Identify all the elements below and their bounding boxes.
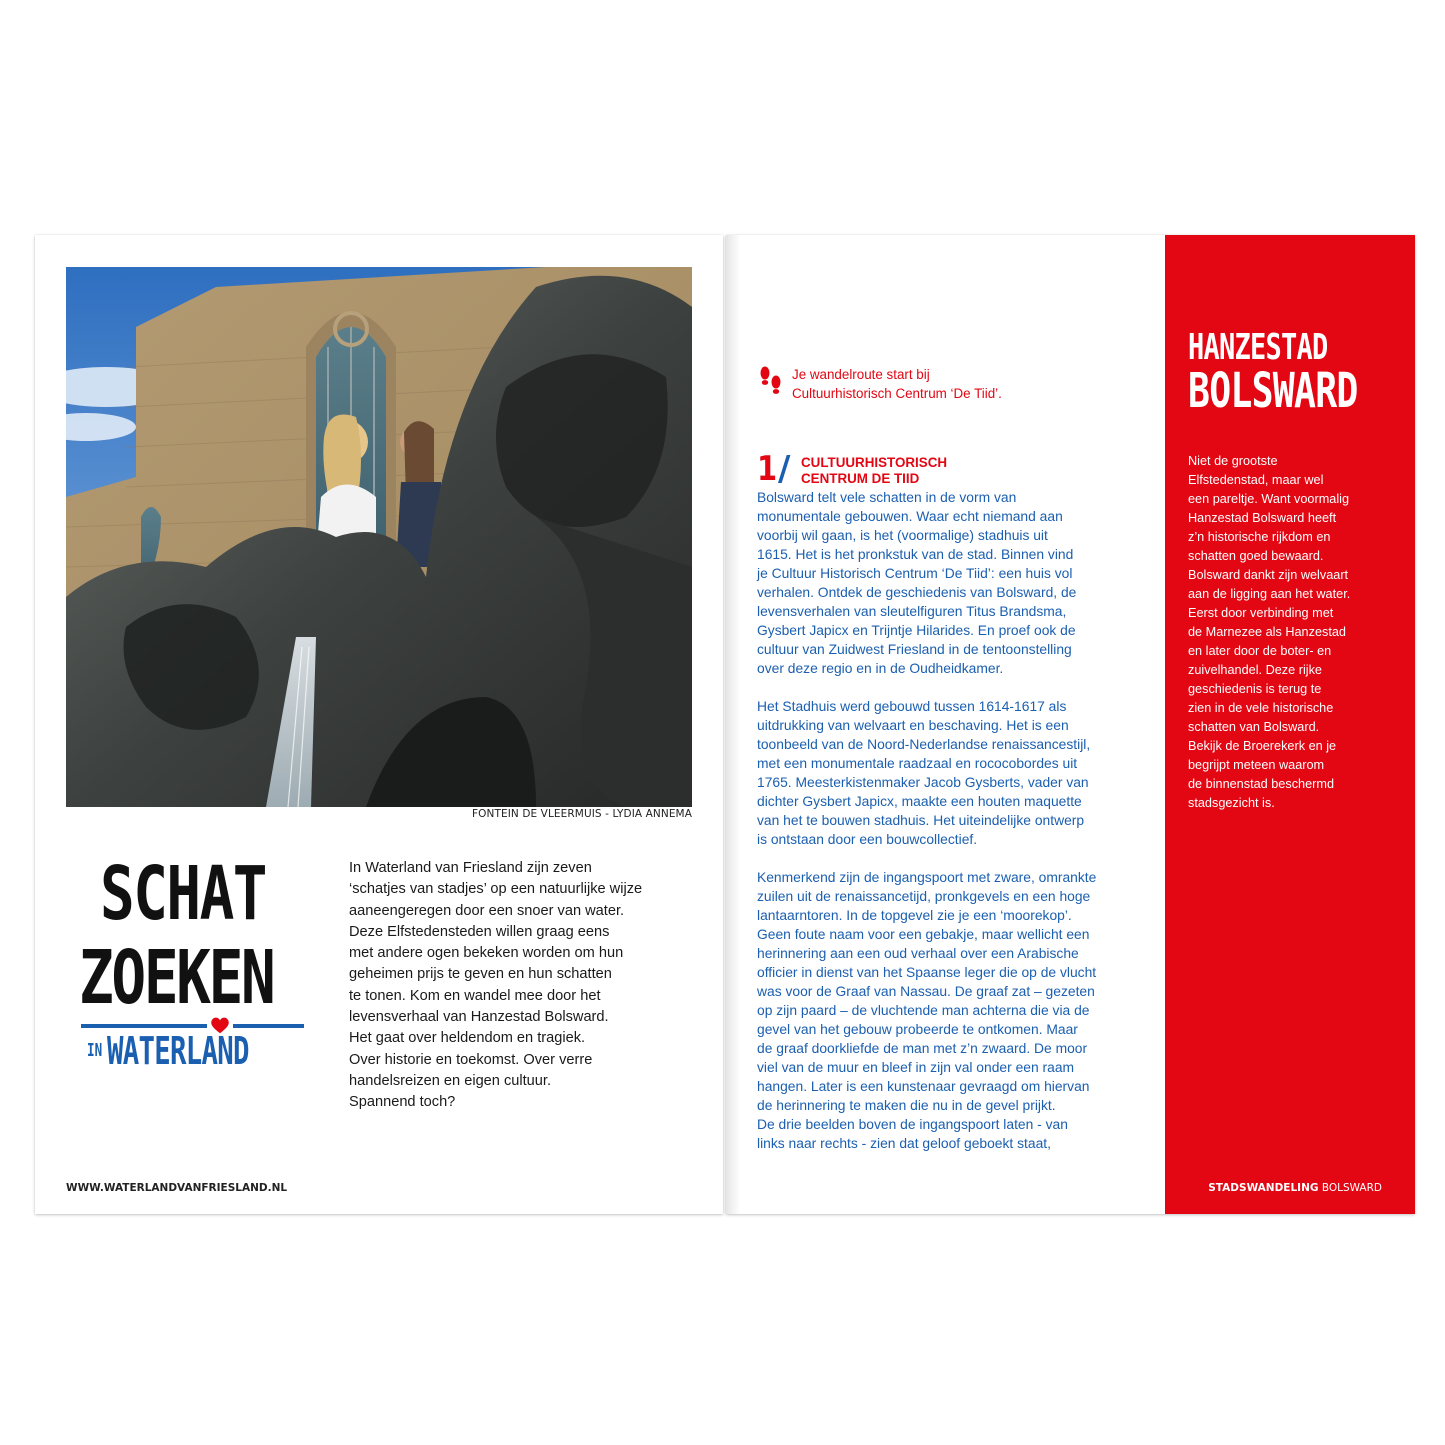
intro-line: geheimen prijs te geven en hun schatten — [349, 966, 612, 983]
panel-line: aan de ligging aan het water. — [1188, 587, 1351, 601]
body-line: verhalen. Ontdek de geschiedenis van Bolsward, de — [757, 584, 1077, 600]
body-line: de herinnering te maken die nu in de gevel prijkt. — [757, 1097, 1056, 1113]
body-paragraph — [757, 868, 1142, 1153]
photo-illustration — [66, 267, 692, 807]
intro-line: handelsreizen en eigen cultuur. — [349, 1072, 552, 1089]
panel-title — [1188, 327, 1411, 419]
panel-line: Hanzestad Bolsward heeft — [1188, 511, 1337, 525]
panel-line: Bolsward dankt zijn welvaart — [1188, 568, 1349, 582]
body-line: Gysbert Japicx en Trijntje Hilarides. En proef ook de — [757, 622, 1076, 638]
section-number: 1 — [757, 449, 778, 489]
body-line: 1615. Het is het pronkstuk van de stad. Binnen vind — [757, 546, 1074, 562]
body-line: De drie beelden boven de ingangspoort laten - van — [757, 1116, 1068, 1132]
footer-bold: STADSWANDELING — [1208, 1182, 1319, 1194]
body-line: viel van de muur en bleef in zijn val onder een raam — [757, 1059, 1075, 1075]
right-page — [726, 235, 1415, 1214]
panel-line: de binnenstad beschermd — [1188, 777, 1335, 791]
panel-line: de Marnezee als Hanzestad — [1188, 625, 1346, 639]
intro-line: levensverhaal van Hanzestad Bolsward. — [349, 1009, 609, 1026]
logo-word-waterland: WATERLAND — [107, 1029, 249, 1073]
body-line: uitdrukking van welvaart en beschaving. Het is een — [757, 717, 1069, 733]
intro-line: aaneengeregen door een snoer van water. — [349, 902, 625, 919]
section-title-line: CENTRUM DE TIID — [801, 471, 920, 486]
logo-word-zoeken: ZOEKEN — [79, 935, 274, 1021]
panel-line: schatten goed bewaard. — [1188, 549, 1324, 563]
body-line: de graaf doorkliefde de man met z’n zwaard. De moor — [757, 1040, 1088, 1056]
logo-word-in: IN — [87, 1040, 103, 1061]
body-line: van het te bouwen stadhuis. Het uiteindelijke ontwerp — [757, 812, 1085, 828]
route-line: Cultuurhistorisch Centrum ‘De Tiid’. — [792, 386, 1002, 401]
logo-word-schat: SCHAT — [100, 851, 266, 937]
body-line: herinnering aan een oud verhaal over een Arabische — [757, 945, 1079, 961]
intro-line: met andere ogen bekeken worden om hun — [349, 945, 624, 962]
body-line: Geen foute naam voor een gebakje, maar wellicht een — [757, 926, 1090, 942]
body-line: dichter Gysbert Japicx, maakte een houten maquette — [757, 793, 1082, 809]
body-line: levensverhalen van sleutelfiguren Titus Brandsma, — [757, 603, 1067, 619]
panel-line: Bekijk de Broerekerk en je — [1188, 739, 1337, 753]
body-line: met een monumentale raadzaal en rococobordes uit — [757, 755, 1078, 771]
body-line: voorbij wil gaan, is het (voormalige) stadhuis uit — [757, 527, 1048, 543]
body-line: Kenmerkend zijn de ingangspoort met zware, omrankte — [757, 869, 1097, 885]
panel-line: zien in de vele historische — [1188, 701, 1334, 715]
panel-line: en later door de boter- en — [1188, 644, 1332, 658]
panel-title-line1: HANZESTAD — [1188, 327, 1328, 368]
schatzoeken-logo — [77, 851, 292, 1077]
intro-text — [349, 858, 689, 1114]
panel-line: Eerst door verbinding met — [1188, 606, 1334, 620]
intro-line: Deze Elfstedensteden willen graag eens — [349, 923, 610, 940]
body-line: Bolsward telt vele schatten in de vorm van — [757, 489, 1017, 505]
footer-regular: BOLSWARD — [1321, 1182, 1382, 1194]
body-line: 1765. Meesterkistenmaker Jacob Gysberts, vader van — [757, 774, 1089, 790]
intro-line: In Waterland van Friesland zijn zeven — [349, 860, 592, 876]
panel-title-line2: BOLSWARD — [1188, 363, 1358, 419]
body-line: cultuur van Zuidwest Friesland in de tentoonstelling — [757, 641, 1072, 657]
body-paragraph — [757, 488, 1142, 678]
website-url: WWW.WATERLANDVANFRIESLAND.NL — [66, 1182, 288, 1194]
body-line: je Cultuur Historisch Centrum ‘De Tiid’: een huis vol — [757, 565, 1073, 581]
body-line: gevel van het gebouw probeerde te ontkomen. Maar — [757, 1021, 1078, 1037]
body-line: over deze regio en in de Oudheidkamer. — [757, 660, 1004, 676]
intro-line: Het gaat over heldendom en tragiek. — [349, 1030, 586, 1047]
body-line: op zijn paard – de vluchtende man achterna die via de — [757, 1002, 1090, 1018]
intro-line: ‘schatjes van stadjes’ op een natuurlijke wijze — [349, 881, 643, 898]
footsteps-icon — [757, 365, 785, 399]
body-line: is ontstaan door een bouwcollectief. — [757, 831, 978, 847]
body-line: was voor de Graaf van Nassau. De graaf zat – gezeten — [757, 983, 1095, 999]
intro-line: Spannend toch? — [349, 1094, 456, 1111]
section-body — [757, 488, 1142, 1153]
panel-line: Niet de grootste — [1188, 454, 1278, 468]
logo-rule-left — [81, 1024, 207, 1028]
panel-line: begrijpt meteen waarom — [1188, 758, 1325, 772]
section-title — [801, 455, 1081, 487]
section-slash: / — [778, 449, 791, 489]
route-start-text — [792, 365, 1092, 403]
body-line: officier in dienst van het Spaanse leger die op de vlucht — [757, 964, 1097, 980]
fountain-photo — [66, 267, 692, 807]
logo-rule-right — [233, 1024, 304, 1028]
panel-line: z’n historische rijkdom en — [1188, 530, 1331, 544]
body-line: toonbeeld van de Noord-Nederlandse renaissancestijl, — [757, 736, 1091, 752]
panel-body — [1188, 452, 1388, 813]
body-line: lantaarntoren. In de topgevel zie je een ‘moorekop’. — [757, 907, 1072, 923]
body-line: hangen. Later is een kunstenaar gevraagd om hiervan — [757, 1078, 1090, 1094]
left-page — [35, 235, 723, 1214]
body-line: zuilen uit de renaissancetijd, pronkgevels en een hoge — [757, 888, 1091, 904]
panel-line: Elfstedenstad, maar wel — [1188, 473, 1324, 487]
body-line: links naar rechts - zien dat geloof geboekt staat, — [757, 1135, 1051, 1151]
panel-line: zuivelhandel. Deze rijke — [1188, 663, 1322, 677]
panel-line: geschiedenis is terug te — [1188, 682, 1322, 696]
intro-line: te tonen. Kom en wandel mee door het — [349, 987, 601, 1004]
page-fold-shadow — [726, 235, 740, 1214]
panel-line: stadsgezicht is. — [1188, 796, 1275, 810]
body-line: monumentale gebouwen. Waar echt niemand aan — [757, 508, 1063, 524]
intro-line: Over historie en toekomst. Over verre — [349, 1051, 593, 1068]
panel-footer — [1208, 1182, 1382, 1194]
route-line: Je wandelroute start bij — [792, 367, 930, 382]
panel-line: een pareltje. Want voormalig — [1188, 492, 1350, 506]
section-title-line: CULTUURHISTORISCH — [801, 455, 948, 470]
body-paragraph — [757, 697, 1142, 849]
panel-line: schatten van Bolsward. — [1188, 720, 1320, 734]
body-line: Het Stadhuis werd gebouwd tussen 1614-1617 als — [757, 698, 1067, 714]
red-sidebar-panel — [1165, 235, 1415, 1214]
photo-caption: FONTEIN DE VLEERMUIS - LYDIA ANNEMA — [472, 808, 692, 820]
